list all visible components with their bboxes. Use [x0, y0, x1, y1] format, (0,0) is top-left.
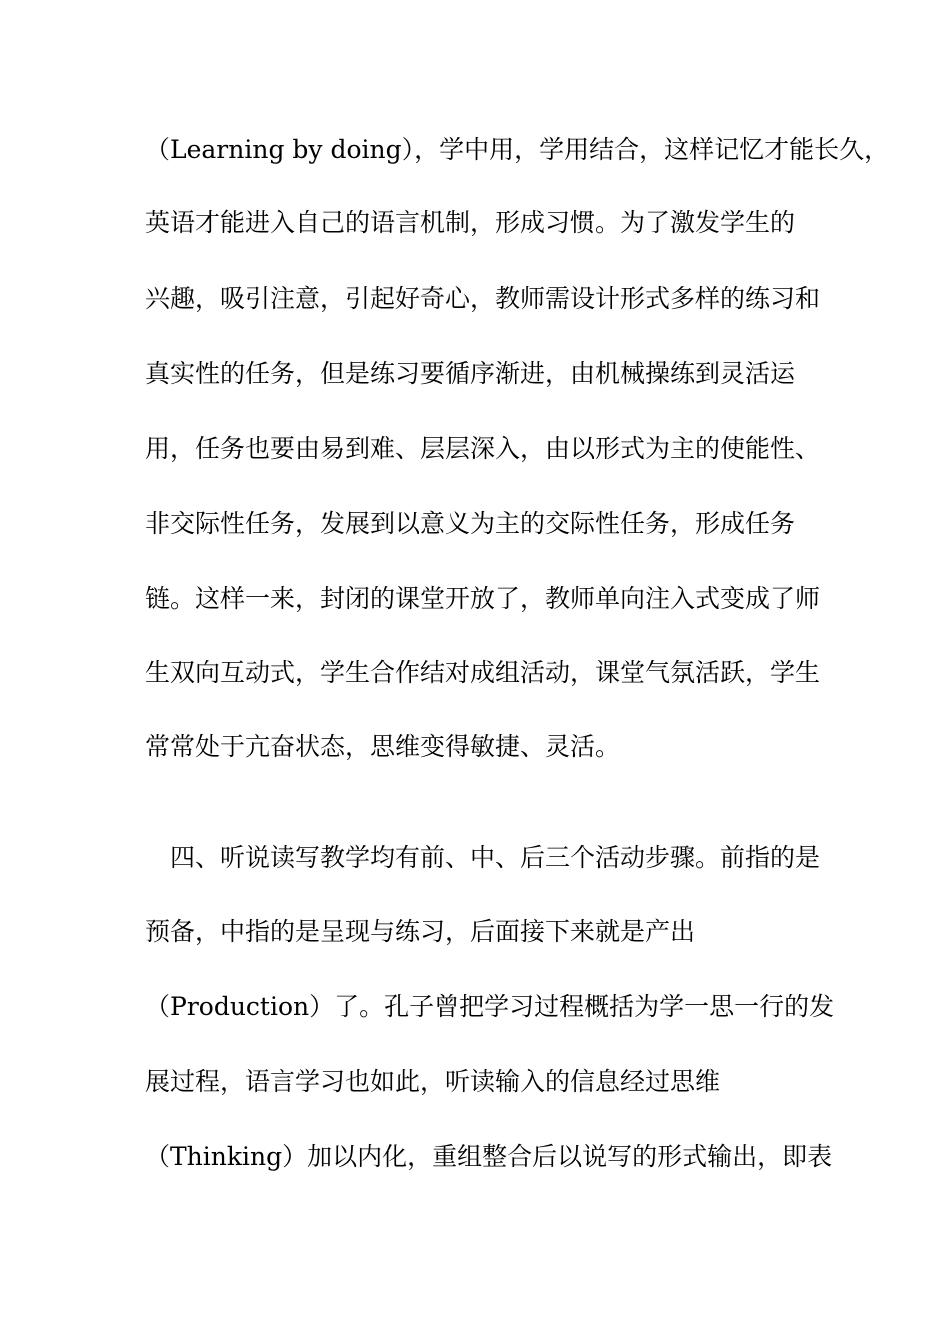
- paragraph-1-line-1: （Learning by doing），学中用，学用结合，这样记忆才能长久，: [145, 135, 890, 164]
- paragraph-1-line-7: 链。这样一来，封闭的课堂开放了，教师单向注入式变成了师: [145, 584, 821, 613]
- paragraph-1-line-6: 非交际性任务，发展到以意义为主的交际性任务，形成任务: [145, 509, 796, 538]
- paragraph-1-line-2: 英语才能进入自己的语言机制，形成习惯。为了激发学生的: [145, 208, 796, 237]
- paragraph-1-line-4: 真实性的任务，但是练习要循序渐进，由机械操练到灵活运: [145, 359, 796, 388]
- paragraph-2-line-5: （Thinking）加以内化，重组整合后以说写的形式输出，即表: [145, 1142, 833, 1171]
- paragraph-2-line-1: 四、听说读写教学均有前、中、后三个活动步骤。前指的是: [145, 843, 821, 872]
- paragraph-1-line-5: 用，任务也要由易到难、层层深入，由以形式为主的使能性、: [145, 434, 821, 463]
- paragraph-2-line-4: 展过程，语言学习也如此，听读输入的信息经过思维: [145, 1067, 721, 1096]
- paragraph-2-line-3: （Production）了。孔子曾把学习过程概括为学一思一行的发: [145, 992, 835, 1021]
- paragraph-2-line-2: 预备，中指的是呈现与练习，后面接下来就是产出: [145, 917, 696, 946]
- paragraph-1-line-3: 兴趣，吸引注意，引起好奇心，教师需设计形式多样的练习和: [145, 284, 821, 313]
- paragraph-1-line-9: 常常处于亢奋状态，思维变得敏捷、灵活。: [145, 732, 621, 761]
- paragraph-1-line-8: 生双向互动式，学生合作结对成组活动，课堂气氛活跃，学生: [145, 658, 821, 687]
